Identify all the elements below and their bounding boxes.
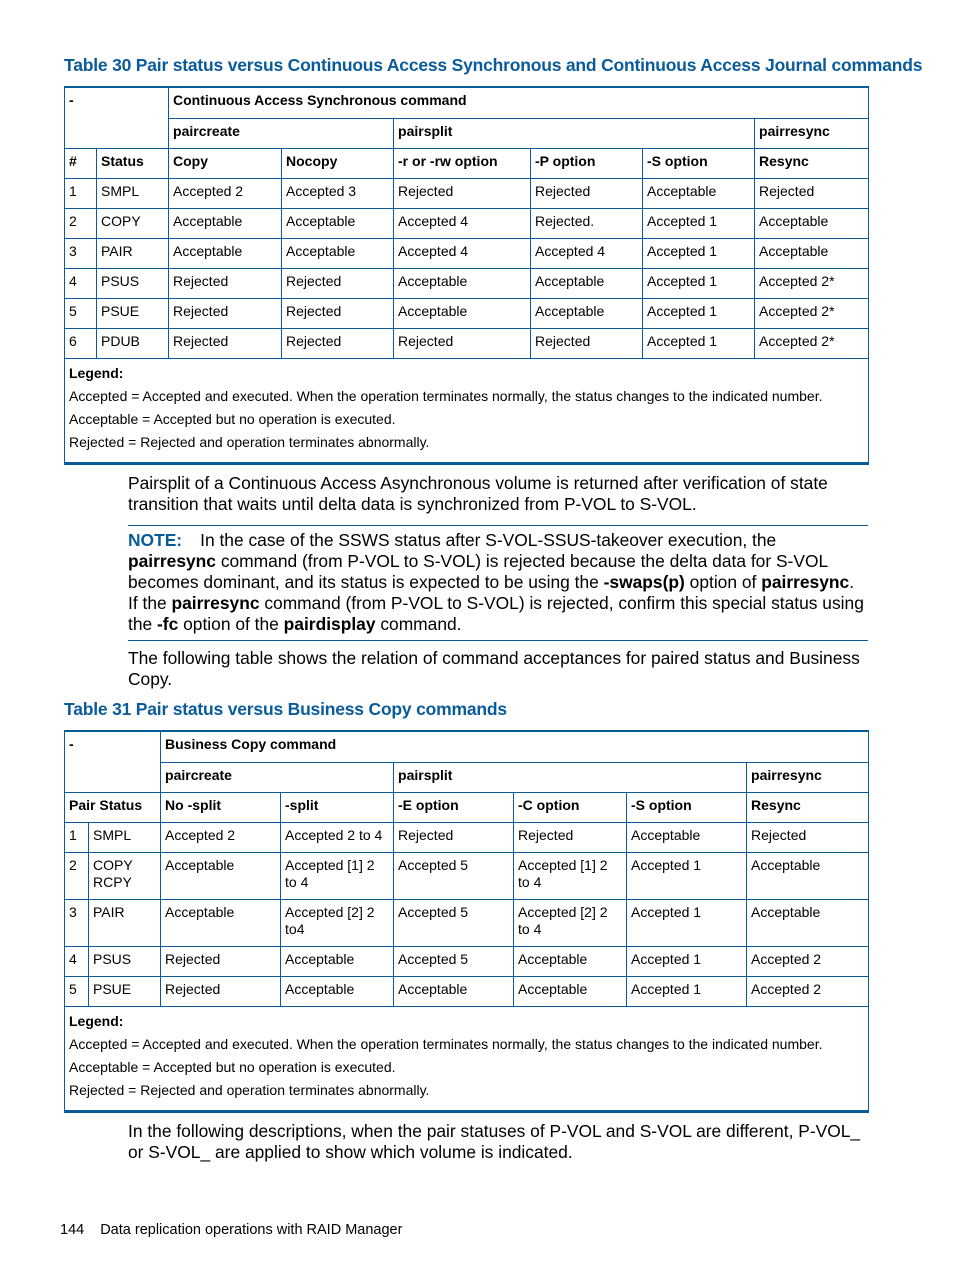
table-cell: Accepted 5 bbox=[394, 946, 514, 976]
note-command: pairresync bbox=[171, 593, 260, 613]
table-cell: Accepted 1 bbox=[627, 976, 747, 1006]
table-row bbox=[65, 298, 869, 328]
table-cell: Accepted 4 bbox=[394, 208, 531, 238]
table-cell: Rejected bbox=[514, 822, 627, 852]
legend-title: Legend: bbox=[69, 364, 124, 381]
legend-line: Accepted = Accepted and executed. When the operation terminates normally, the status changes to the indicated number. bbox=[69, 1035, 823, 1052]
table-cell: PSUS bbox=[89, 946, 161, 976]
table-cell: Rejected. bbox=[531, 208, 643, 238]
table-cell: Accepted 1 bbox=[643, 268, 755, 298]
table-cell: Acceptable bbox=[394, 298, 531, 328]
table-cell: Acceptable bbox=[281, 946, 394, 976]
corner-cell: - bbox=[65, 87, 169, 148]
table-cell: Acceptable bbox=[394, 268, 531, 298]
table-cell: Accepted 1 bbox=[643, 328, 755, 358]
table-cell: Acceptable bbox=[531, 268, 643, 298]
note-text: option of the bbox=[178, 614, 284, 634]
subheader-paircreate: paircreate bbox=[169, 118, 394, 148]
table-cell: Acceptable bbox=[161, 899, 281, 946]
body-paragraph: Pairsplit of a Continuous Access Asynchronous volume is returned after verification of state transition that waits until delta data is synchronized from P-VOL to S-VOL. bbox=[128, 473, 828, 514]
table-cell: Accepted 4 bbox=[394, 238, 531, 268]
table-cell: Acceptable bbox=[282, 208, 394, 238]
table-cell: Acceptable bbox=[169, 208, 282, 238]
subheader-pairresync: pairresync bbox=[755, 118, 869, 148]
table-cell: SMPL bbox=[97, 178, 169, 208]
table-cell: Rejected bbox=[531, 328, 643, 358]
table-cell: Accepted 2* bbox=[755, 328, 869, 358]
note-command: -swaps(p) bbox=[603, 572, 685, 592]
table-30-caption: Table 30 Pair status versus Continuous Access Synchronous and Continuous Access Journal commands bbox=[64, 55, 923, 75]
table-cell: 5 bbox=[65, 976, 89, 1006]
subheader-pairsplit: pairsplit bbox=[394, 762, 747, 792]
legend-line: Rejected = Rejected and operation terminates abnormally. bbox=[69, 434, 430, 451]
column-header: Copy bbox=[169, 148, 282, 178]
note-command: pairresync bbox=[761, 572, 850, 592]
table-row bbox=[65, 208, 869, 238]
table-cell: Acceptable bbox=[282, 238, 394, 268]
table-cell: 2 bbox=[65, 208, 97, 238]
column-header: Resync bbox=[755, 148, 869, 178]
column-header: -split bbox=[281, 792, 394, 822]
table-cell: Accepted [2] 2 to 4 bbox=[514, 899, 627, 946]
table-cell: Accepted 2 to 4 bbox=[281, 822, 394, 852]
table-cell: Accepted 2 bbox=[169, 178, 282, 208]
table-cell: Accepted 5 bbox=[394, 852, 514, 899]
column-header: Resync bbox=[747, 792, 869, 822]
subheader-paircreate: paircreate bbox=[161, 762, 394, 792]
table-cell: Acceptable bbox=[161, 852, 281, 899]
table-cell: Acceptable bbox=[531, 298, 643, 328]
table-cell: Accepted 1 bbox=[627, 852, 747, 899]
table-cell: 4 bbox=[65, 946, 89, 976]
table-cell: 6 bbox=[65, 328, 97, 358]
column-header: -P option bbox=[531, 148, 643, 178]
table-31-caption: Table 31 Pair status versus Business Copy commands bbox=[64, 699, 507, 719]
corner-cell: - bbox=[65, 731, 161, 792]
table-cell: Accepted 2 bbox=[161, 822, 281, 852]
table-cell: PAIR bbox=[97, 238, 169, 268]
note-text: option of bbox=[684, 572, 762, 592]
legend-line: Accepted = Accepted and executed. When the operation terminates normally, the status changes to the indicated number. bbox=[69, 387, 823, 404]
table-cell: Rejected bbox=[169, 328, 282, 358]
table-cell: PSUE bbox=[89, 976, 161, 1006]
note-text: command (from P-VOL to S-VOL) is rejected because the delta data for S-VOL becomes dominant, and its status is expected to be using the bbox=[128, 551, 828, 592]
table-cell: PDUB bbox=[97, 328, 169, 358]
table-cell: Rejected bbox=[161, 976, 281, 1006]
table-cell: Acceptable bbox=[755, 238, 869, 268]
table-cell: 3 bbox=[65, 899, 89, 946]
table-cell: 5 bbox=[65, 298, 97, 328]
table-cell: 3 bbox=[65, 238, 97, 268]
table-cell: Rejected bbox=[755, 178, 869, 208]
column-header: # bbox=[65, 148, 97, 178]
table-cell: Accepted [1] 2 to 4 bbox=[281, 852, 394, 899]
table-cell: SMPL bbox=[89, 822, 161, 852]
table-cell: Rejected bbox=[531, 178, 643, 208]
table-cell: Accepted 1 bbox=[627, 899, 747, 946]
table-cell: COPY bbox=[97, 208, 169, 238]
table-cell: PAIR bbox=[89, 899, 161, 946]
legend-title: Legend: bbox=[69, 1012, 124, 1029]
table-cell: Accepted 1 bbox=[643, 298, 755, 328]
column-header: Status bbox=[97, 148, 169, 178]
table-cell: Acceptable bbox=[747, 852, 869, 899]
table-cell: Rejected bbox=[169, 298, 282, 328]
table-legend bbox=[65, 1006, 869, 1112]
note-text: command (from P-VOL to S-VOL) is rejected, confirm this special status using the bbox=[128, 593, 864, 634]
table-row bbox=[65, 899, 869, 946]
legend-line: Acceptable = Accepted but no operation is executed. bbox=[69, 410, 396, 427]
table-31 bbox=[64, 730, 869, 1113]
table-cell: Acceptable bbox=[281, 976, 394, 1006]
table-row bbox=[65, 328, 869, 358]
table-cell: Rejected bbox=[282, 268, 394, 298]
table-cell: Acceptable bbox=[755, 208, 869, 238]
group-header: Business Copy command bbox=[161, 731, 869, 762]
column-header: -E option bbox=[394, 792, 514, 822]
table-cell: Accepted [1] 2 to 4 bbox=[514, 852, 627, 899]
table-cell: Accepted 3 bbox=[282, 178, 394, 208]
table-row bbox=[65, 976, 869, 1006]
note-label: NOTE: bbox=[128, 530, 183, 550]
page-number: 144 bbox=[60, 1222, 85, 1238]
column-header: -r or -rw option bbox=[394, 148, 531, 178]
table-cell: Accepted 5 bbox=[394, 899, 514, 946]
table-cell: Accepted 1 bbox=[643, 238, 755, 268]
table-cell: Accepted 1 bbox=[627, 946, 747, 976]
table-legend bbox=[65, 358, 869, 464]
table-cell: Accepted 2 bbox=[747, 976, 869, 1006]
table-cell: Rejected bbox=[394, 328, 531, 358]
table-30 bbox=[64, 86, 869, 465]
group-header: Continuous Access Synchronous command bbox=[169, 87, 869, 118]
table-cell: Accepted 2* bbox=[755, 268, 869, 298]
table-cell: Acceptable bbox=[394, 976, 514, 1006]
note-text: command. bbox=[375, 614, 462, 634]
subheader-pairresync: pairresync bbox=[747, 762, 869, 792]
table-cell: Acceptable bbox=[627, 822, 747, 852]
table-cell: Rejected bbox=[394, 178, 531, 208]
table-cell: Acceptable bbox=[514, 976, 627, 1006]
table-row bbox=[65, 268, 869, 298]
table-cell: 2 bbox=[65, 852, 89, 899]
table-cell: Acceptable bbox=[747, 899, 869, 946]
table-cell: Rejected bbox=[282, 298, 394, 328]
legend-line: Rejected = Rejected and operation terminates abnormally. bbox=[69, 1082, 430, 1099]
body-paragraph: In the following descriptions, when the pair statuses of P-VOL and S-VOL are different, P-VOL_ or S-VOL_ are applied to show which volume is indicated. bbox=[128, 1121, 861, 1162]
table-cell: Rejected bbox=[394, 822, 514, 852]
table-cell: Acceptable bbox=[169, 238, 282, 268]
column-header: -S option bbox=[643, 148, 755, 178]
table-cell: 1 bbox=[65, 178, 97, 208]
table-cell: Rejected bbox=[282, 328, 394, 358]
table-cell: Accepted 2 bbox=[747, 946, 869, 976]
column-header: No -split bbox=[161, 792, 281, 822]
page-footer bbox=[60, 1222, 402, 1238]
table-cell: Accepted 1 bbox=[643, 208, 755, 238]
table-cell: Accepted [2] 2 to4 bbox=[281, 899, 394, 946]
column-header: Pair Status bbox=[65, 792, 161, 822]
note-command: -fc bbox=[157, 614, 179, 634]
table-row bbox=[65, 178, 869, 208]
table-cell: PSUS bbox=[97, 268, 169, 298]
table-cell: Rejected bbox=[169, 268, 282, 298]
body-paragraph: The following table shows the relation of command acceptances for paired status and Business Copy. bbox=[128, 648, 860, 689]
column-header: Nocopy bbox=[282, 148, 394, 178]
legend-line: Acceptable = Accepted but no operation is executed. bbox=[69, 1058, 396, 1075]
table-cell: 1 bbox=[65, 822, 89, 852]
note-text: In the case of the SSWS status after S-VOL-SSUS-takeover execution, the bbox=[200, 530, 777, 550]
table-cell: PSUE bbox=[97, 298, 169, 328]
table-cell: Acceptable bbox=[514, 946, 627, 976]
column-header: -S option bbox=[627, 792, 747, 822]
table-row bbox=[65, 852, 869, 899]
note-text: . If the bbox=[128, 572, 855, 613]
table-cell: Acceptable bbox=[643, 178, 755, 208]
column-header: -C option bbox=[514, 792, 627, 822]
table-row bbox=[65, 946, 869, 976]
note-command: pairdisplay bbox=[283, 614, 376, 634]
note-command: pairresync bbox=[128, 551, 216, 571]
table-cell: Accepted 4 bbox=[531, 238, 643, 268]
table-cell: COPY RCPY bbox=[89, 852, 161, 899]
chapter-title: Data replication operations with RAID Manager bbox=[100, 1222, 403, 1238]
table-cell: Rejected bbox=[161, 946, 281, 976]
table-cell: Accepted 2* bbox=[755, 298, 869, 328]
table-cell: Rejected bbox=[747, 822, 869, 852]
subheader-pairsplit: pairsplit bbox=[394, 118, 755, 148]
table-row bbox=[65, 822, 869, 852]
note-box bbox=[128, 525, 868, 641]
table-row bbox=[65, 238, 869, 268]
table-cell: 4 bbox=[65, 268, 97, 298]
